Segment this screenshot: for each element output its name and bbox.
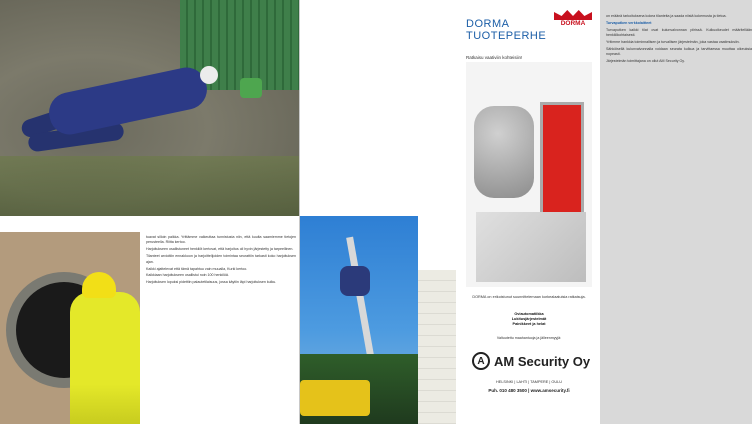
ad-product-images bbox=[466, 62, 592, 287]
keys-image bbox=[474, 106, 534, 198]
hardware-image bbox=[476, 212, 586, 282]
photo-training-dummy bbox=[0, 0, 300, 216]
subheading: Turvaputken verkkolaitteet bbox=[606, 20, 652, 25]
paragraph: Järjestelmän toimittajana on ollut AM Security Oy. bbox=[606, 59, 685, 64]
paragraph: on eräänä tarkoituksena kokea tilanteita ja saada niistä kokemusta ja tietoa. bbox=[606, 14, 727, 18]
company-cities: HELSINKI | LAHTI | TAMPERE | OULU bbox=[496, 380, 562, 384]
company-contact: Puh. 010 480 3500 | www.amsecurity.fi bbox=[488, 388, 570, 393]
door-image bbox=[540, 102, 584, 218]
paragraph: Turvaputken kaikki tilat ovat kulunvalvonnan piirissä. Kulkuoikeudet määritellään henkilökohtaisesti. bbox=[606, 27, 752, 38]
company-name: AM Security Oy bbox=[494, 353, 591, 369]
article-column-mid bbox=[146, 235, 296, 287]
paragraph: Kaikki ajattelevat että tämä tapahtuu vain muualla, Kurki kertoo. bbox=[146, 266, 248, 271]
ad-title-line1: DORMA bbox=[466, 18, 510, 30]
dorma-logo bbox=[554, 10, 592, 30]
dorma-advertisement bbox=[456, 0, 600, 424]
paragraph: Kaikkiaan harjoitukseen osallistui noin 100 henkilöä. bbox=[146, 273, 229, 278]
ad-product-list bbox=[470, 312, 588, 328]
paragraph: tuavat silloin paikka. Yrittämme vaikeuttaa tunnistusta niin, että kuulta saamiemme tietojen perusteella. Riitta kertoo. bbox=[146, 235, 296, 245]
paragraph: Yritimme hankkia toiminnallisen ja turvallisen järjestelmän, joka vastaa vaatimuksiin. bbox=[606, 40, 740, 45]
paragraph: Sähköisellä kulunvalvonnalla voidaan seurata kulkua ja tarvittaessa muuttaa oikeuksia nopeasti. bbox=[606, 47, 752, 57]
article-column-right bbox=[606, 14, 752, 66]
ad-dealer-text: Valtuutettu maahantuoja ja jälleenmyyjä: bbox=[496, 336, 562, 340]
am-logo-icon: A bbox=[472, 352, 490, 370]
list-item: Oviautomatiikka bbox=[514, 312, 544, 316]
ad-description: DORMA on erikoistunut suunnittelemaan korkealaatuisia ratkaisuja. bbox=[472, 295, 586, 299]
photo-pole-climber bbox=[300, 216, 418, 424]
crown-icon bbox=[554, 10, 592, 20]
am-security-logo bbox=[472, 346, 592, 376]
logo-text: DORMA bbox=[560, 20, 586, 27]
ad-title bbox=[466, 18, 546, 42]
paragraph: Harjoitukseen osallistuneet henkilöt kertovat, että harjoitus oli hyvin järjestetty ja tarpeellinen. bbox=[146, 247, 294, 252]
photo-worker-at-well bbox=[0, 232, 140, 424]
left-page bbox=[0, 0, 300, 424]
ad-tagline: Ratkaisu vaativiin kohteisiin! bbox=[466, 55, 523, 60]
ad-title-line2: TUOTEPERHE bbox=[466, 30, 547, 42]
paragraph: Harjoituksen lopuksi pidettiin palautetilaisuus, jossa käytiin läpi harjoituksen kulku. bbox=[146, 280, 277, 285]
list-item: Lukitusjärjestelmät bbox=[511, 317, 547, 322]
paragraph: Tilanteet arvioitiin ennakkoon ja harjoittelijoiden toimintaa seurattiin tarkasti koko harjoituksen ajan. bbox=[146, 254, 296, 264]
list-item: Painikkeet ja helat bbox=[512, 322, 546, 327]
